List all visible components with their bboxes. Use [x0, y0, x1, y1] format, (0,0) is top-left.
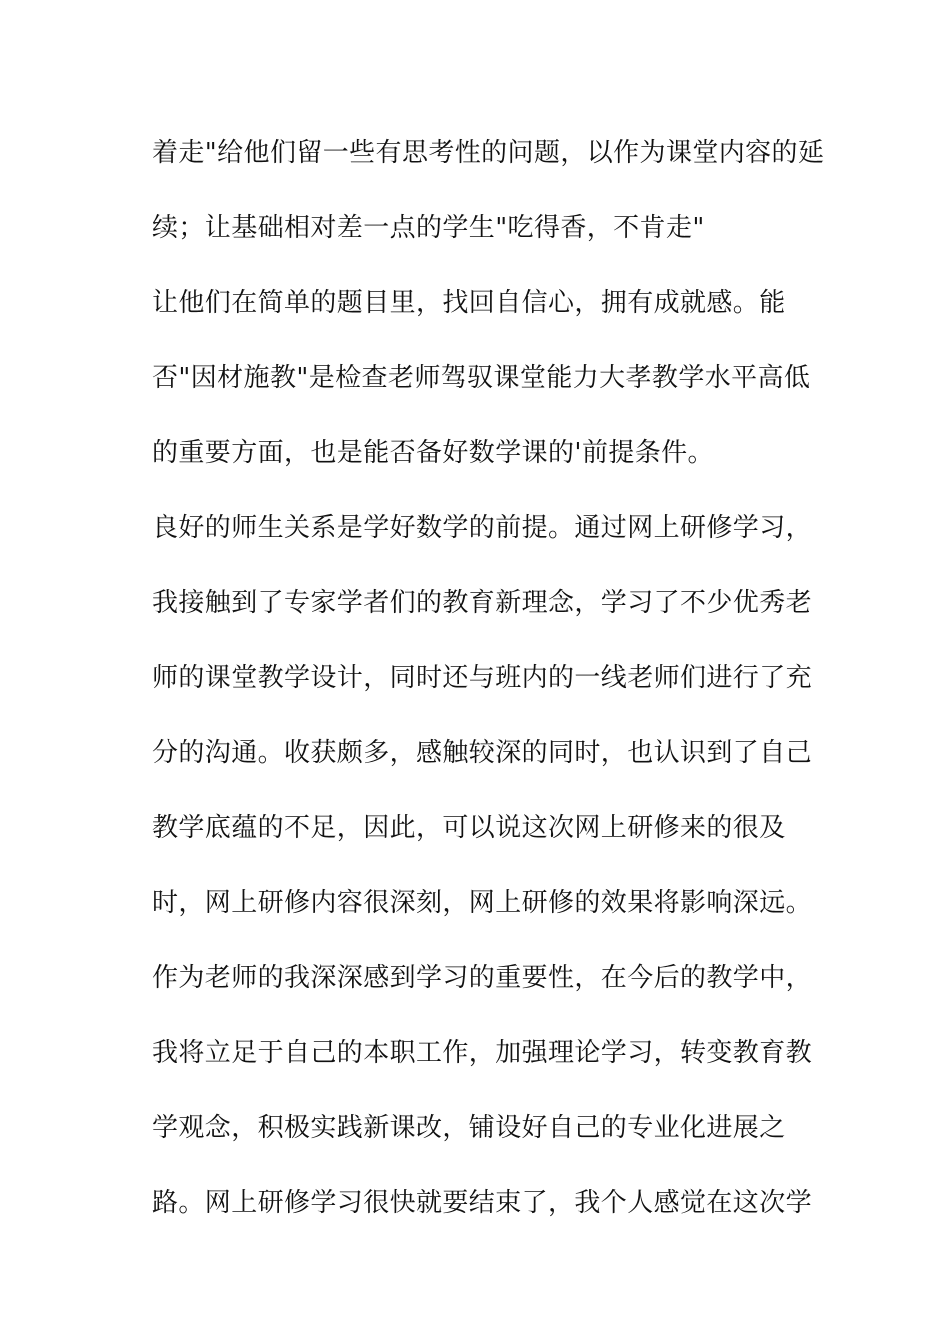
- text-line-11: 时，网上研修内容很深刻，网上研修的效果将影响深远。: [152, 888, 813, 918]
- text-line-3: 让他们在简单的题目里，找回自信心，拥有成就感。能: [152, 288, 786, 318]
- text-line-10: 教学底蕴的不足，因此，可以说这次网上研修来的很及: [152, 813, 786, 843]
- text-line-2: 续；让基础相对差一点的学生"吃得香，不肯走": [152, 213, 705, 243]
- text-line-14: 学观念，积极实践新课改，铺设好自己的专业化进展之: [152, 1113, 786, 1143]
- text-line-5: 的重要方面，也是能否备好数学课的'前提条件。: [152, 438, 714, 468]
- text-line-1: 着走"给他们留一些有思考性的问题，以作为课堂内容的延: [152, 138, 825, 168]
- text-line-9: 分的沟通。收获颇多，感触较深的同时，也认识到了自己: [152, 738, 813, 768]
- text-line-7: 我接触到了专家学者们的教育新理念，学习了不少优秀老: [152, 588, 813, 618]
- text-line-15: 路。网上研修学习很快就要结束了，我个人感觉在这次学: [152, 1188, 813, 1218]
- text-line-13: 我将立足于自己的本职工作，加强理论学习，转变教育教: [152, 1038, 813, 1068]
- text-line-8: 师的课堂教学设计，同时还与班内的一线老师们进行了充: [152, 663, 813, 693]
- text-line-6: 良好的师生关系是学好数学的前提。通过网上研修学习，: [152, 513, 813, 543]
- text-line-12: 作为老师的我深深感到学习的重要性，在今后的教学中，: [152, 963, 813, 993]
- text-line-4: 否"因材施教"是检查老师驾驭课堂能力大孝教学水平高低: [152, 363, 811, 393]
